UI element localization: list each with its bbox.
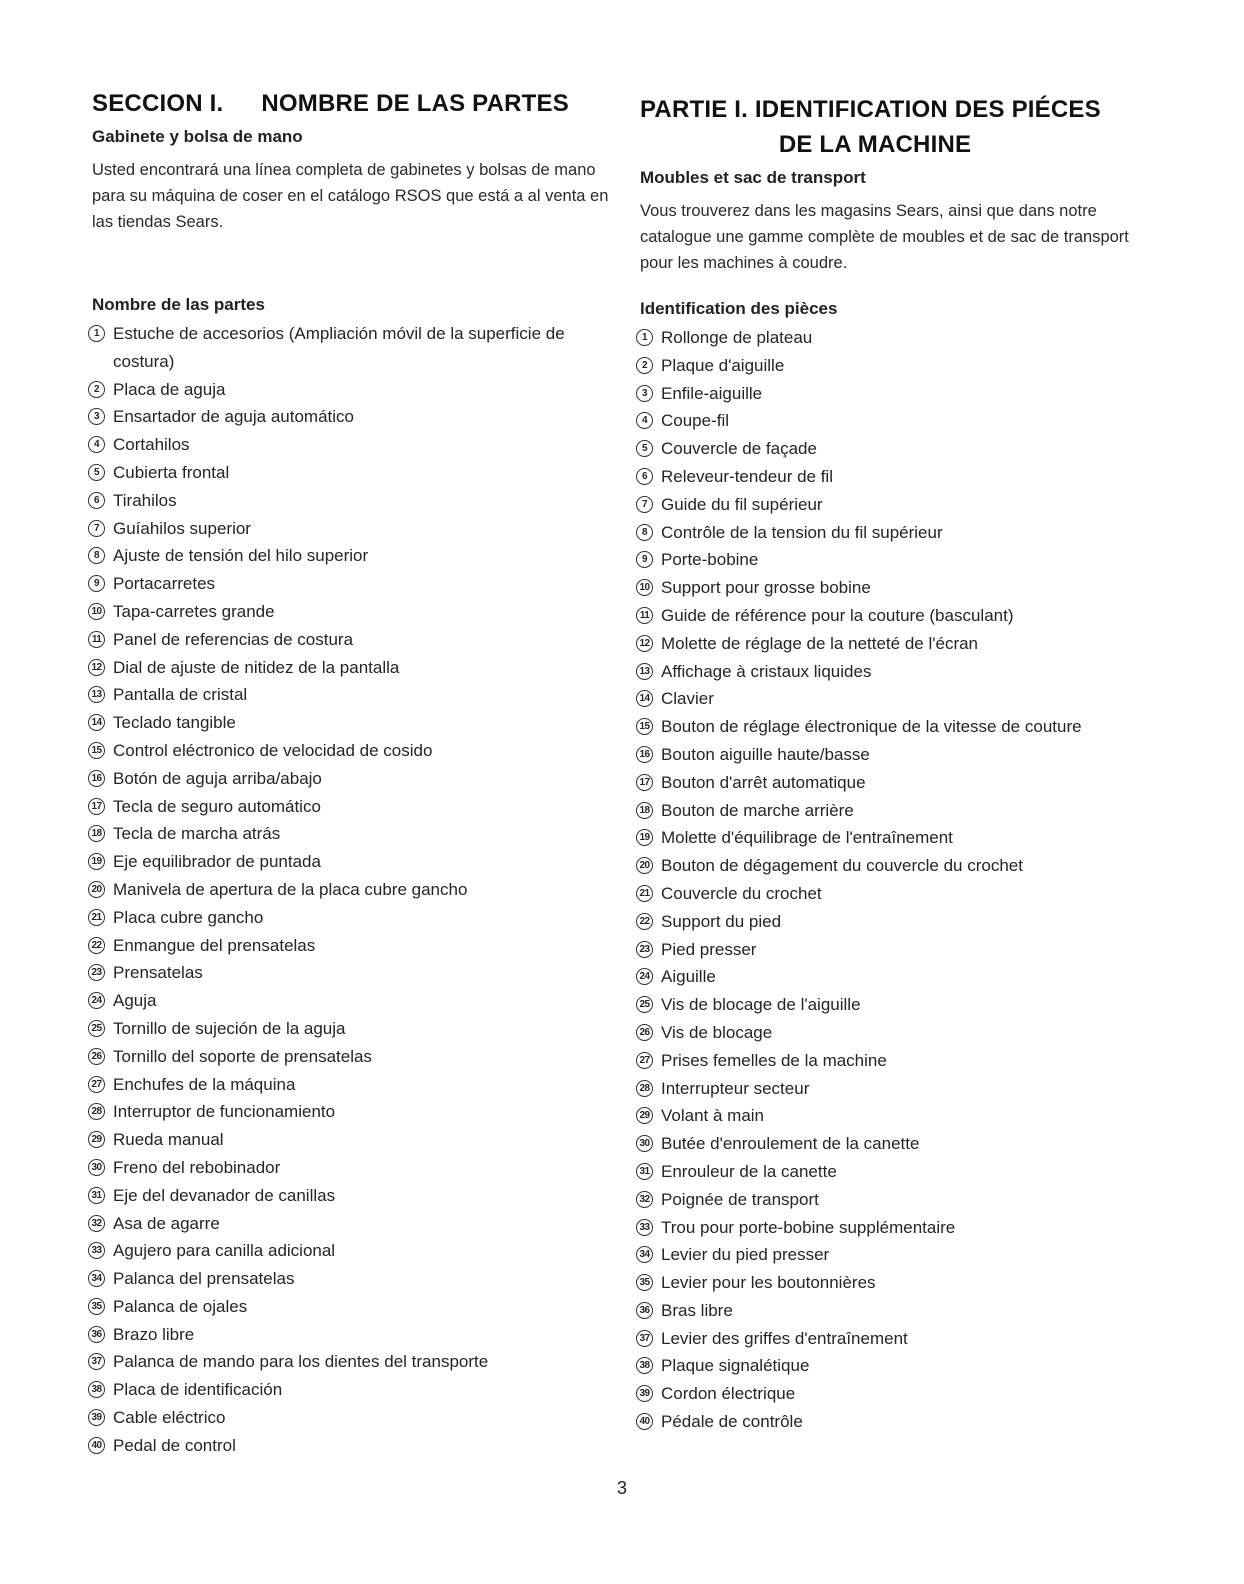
part-item [636,963,1176,991]
part-label: Levier du pied presser [661,1245,830,1265]
part-label: Guide du fil supérieur [661,494,823,514]
part-label: Aguja [113,991,157,1011]
circled-number: 11 [636,607,653,624]
part-label: Vis de blocage de l'aiguille [661,995,861,1015]
circled-number: 27 [636,1052,653,1069]
circled-number: 3 [88,408,105,425]
spanish-parts-heading: Nombre de las partes [92,295,265,314]
part-label: Palanca del prensatelas [113,1269,295,1289]
circled-number: 16 [636,746,653,763]
part-label: Aiguille [661,967,716,987]
circled-number: 36 [636,1302,653,1319]
part-label: Volant à main [661,1106,765,1126]
part-label: Coupe-fil [661,411,730,431]
circled-number: 18 [636,802,653,819]
part-item [636,324,1176,352]
part-label: Dial de ajuste de nitidez de la pantalla [113,657,400,677]
part-label: Plaque signalétique [661,1356,810,1376]
part-item [88,1182,608,1210]
part-item [636,1019,1176,1047]
part-item [88,1432,608,1460]
spanish-cabinet-text: Usted encontrará una línea completa de gabinetes y bolsas de mano para su máquina de coser en el catálogo RSOS que está a al venta en las tiendas Sears. [92,161,609,231]
circled-number: 23 [88,964,105,981]
circled-number: 13 [636,663,653,680]
part-label: Freno del rebobinador [113,1157,281,1177]
part-item [636,1297,1176,1325]
part-item [636,1130,1176,1158]
circled-number: 1 [636,329,653,346]
part-item [636,1380,1176,1408]
part-item [636,1325,1176,1353]
part-item [88,459,608,487]
part-item [88,1293,608,1321]
part-item [636,574,1176,602]
circled-number: 8 [636,524,653,541]
part-label: Trou pour porte-bobine supplémentaire [661,1217,956,1237]
part-item [88,765,608,793]
part-item [636,1102,1176,1130]
part-item [636,852,1176,880]
part-item [636,352,1176,380]
circled-number: 2 [88,381,105,398]
circled-number: 7 [636,496,653,513]
circled-number: 6 [88,492,105,509]
part-label: Contrôle de la tension du fil supérieur [661,522,943,542]
part-item [88,737,608,765]
part-label: Levier pour les boutonnières [661,1273,876,1293]
circled-number: 11 [88,631,105,648]
circled-number: 29 [88,1131,105,1148]
part-item [88,1210,608,1238]
part-label: Pantalla de cristal [113,685,248,705]
part-label: Bras libre [661,1300,733,1320]
part-label: Guíahilos superior [113,518,251,538]
part-item [88,1321,608,1349]
part-label: Levier des griffes d'entraînement [661,1328,908,1348]
part-label: Eje equilibrador de puntada [113,852,321,872]
part-label: Guide de référence pour la couture (basculant) [661,605,1014,625]
part-label: Manivela de apertura de la placa cubre gancho [113,879,468,899]
part-label: Pédale de contrôle [661,1412,803,1432]
spanish-cabinet-heading: Gabinete y bolsa de mano [92,127,303,146]
part-item [88,1015,608,1043]
french-section-title-line2: DE LA MACHINE [778,131,972,158]
part-item [636,1186,1176,1214]
spanish-section-title [92,90,569,118]
circled-number: 35 [88,1298,105,1315]
part-label: Placa de aguja [113,379,226,399]
part-item [636,658,1176,686]
part-item [636,908,1176,936]
circled-number: 5 [88,464,105,481]
circled-number: 29 [636,1107,653,1124]
part-label: Tapa-carretes grande [113,601,275,621]
part-label: Ajuste de tensión del hilo superior [113,546,369,566]
circled-number: 40 [636,1413,653,1430]
part-item [636,407,1176,435]
part-label: Estuche de accesorios (Ampliación móvil de la superficie de costura) [113,324,565,371]
part-item [636,741,1176,769]
circled-number: 23 [636,941,653,958]
part-item [88,1404,608,1432]
circled-number: 22 [88,937,105,954]
circled-number: 6 [636,468,653,485]
part-item [88,1348,608,1376]
circled-number: 13 [88,686,105,703]
part-label: Support du pied [661,911,782,931]
part-item [88,848,608,876]
circled-number: 25 [88,1020,105,1037]
part-label: Palanca de mando para los dientes del transporte [113,1352,489,1372]
part-label: Tornillo del soporte de prensatelas [113,1046,372,1066]
part-label: Pedal de control [113,1435,236,1455]
circled-number: 19 [88,853,105,870]
part-label: Cordon électrique [661,1384,796,1404]
part-label: Enfile-aiguille [661,383,763,403]
part-item [88,681,608,709]
part-item [88,376,608,404]
part-label: Molette de réglage de la netteté de l'écran [661,633,979,653]
part-label: Agujero para canilla adicional [113,1241,336,1261]
part-item [636,880,1176,908]
circled-number: 31 [88,1187,105,1204]
circled-number: 38 [88,1381,105,1398]
part-label: Tecla de seguro automático [113,796,321,816]
circled-number: 4 [636,412,653,429]
circled-number: 21 [88,909,105,926]
part-item [636,546,1176,574]
part-label: Placa cubre gancho [113,907,264,927]
part-label: Portacarretes [113,574,216,594]
circled-number: 33 [636,1219,653,1236]
part-item [636,1075,1176,1103]
part-label: Interruptor de funcionamiento [113,1102,336,1122]
part-item [636,824,1176,852]
circled-number: 35 [636,1274,653,1291]
french-parts-heading: Identification des pièces [640,299,838,318]
circled-number: 37 [636,1330,653,1347]
part-label: Teclado tangible [113,713,236,733]
circled-number: 14 [636,690,653,707]
part-label: Ensartador de aguja automático [113,407,354,427]
circled-number: 32 [636,1191,653,1208]
part-item [88,959,608,987]
part-item [636,685,1176,713]
part-item [636,519,1176,547]
part-label: Support pour grosse bobine [661,578,871,598]
circled-number: 1 [88,325,105,342]
circled-number: 3 [636,385,653,402]
circled-number: 2 [636,357,653,374]
part-item [636,1047,1176,1075]
part-item [636,991,1176,1019]
circled-number: 34 [636,1246,653,1263]
part-label: Prensatelas [113,963,203,983]
part-item [636,602,1176,630]
part-item [636,380,1176,408]
part-label: Palanca de ojales [113,1296,248,1316]
circled-number: 33 [88,1242,105,1259]
circled-number: 20 [88,881,105,898]
circled-number: 9 [88,575,105,592]
circled-number: 28 [88,1103,105,1120]
part-item [88,542,608,570]
part-item [88,1376,608,1404]
part-item [88,1071,608,1099]
part-label: Enchufes de la máquina [113,1074,296,1094]
part-label: Panel de referencias de costura [113,629,354,649]
part-label: Rollonge de plateau [661,328,813,347]
part-item [88,515,608,543]
part-label: Couvercle du crochet [661,883,822,903]
part-item [88,904,608,932]
part-label: Clavier [661,689,714,709]
circled-number: 12 [88,659,105,676]
circled-number: 8 [88,547,105,564]
part-item [636,1158,1176,1186]
part-label: Bouton de réglage électronique de la vitesse de couture [661,717,1082,737]
part-label: Releveur-tendeur de fil [661,466,833,486]
part-label: Enmangue del prensatelas [113,935,316,955]
part-item [88,598,608,626]
part-item [636,1241,1176,1269]
part-label: Tecla de marcha atrás [113,824,281,844]
part-item [636,713,1176,741]
circled-number: 26 [636,1024,653,1041]
part-label: Affichage à cristaux liquides [661,661,872,681]
part-item [636,769,1176,797]
part-item [88,1098,608,1126]
circled-number: 28 [636,1080,653,1097]
part-item [88,570,608,598]
part-label: Plaque d'aiguille [661,355,785,375]
part-label: Butée d'enroulement de la canette [661,1134,920,1154]
part-label: Bouton aiguille haute/basse [661,744,870,764]
part-item [636,630,1176,658]
part-item [88,320,608,376]
circled-number: 9 [636,551,653,568]
part-label: Cortahilos [113,435,190,455]
part-label: Molette d'équilibrage de l'entraînement [661,828,953,848]
part-item [88,1043,608,1071]
circled-number: 30 [636,1135,653,1152]
part-item [636,1352,1176,1380]
circled-number: 36 [88,1326,105,1343]
part-label: Cable eléctrico [113,1408,226,1428]
part-label: Pied presser [661,939,757,959]
part-item [636,1269,1176,1297]
part-label: Couvercle de façade [661,439,817,459]
part-label: Tornillo de sujeción de la aguja [113,1018,346,1038]
circled-number: 22 [636,913,653,930]
part-item [636,1214,1176,1242]
part-label: Bouton de dégagement du couvercle du crochet [661,856,1023,876]
part-item [636,797,1176,825]
part-item [88,1154,608,1182]
circled-number: 16 [88,770,105,787]
page-number: 3 [616,1478,627,1498]
circled-number: 26 [88,1048,105,1065]
part-item [88,876,608,904]
part-item [88,793,608,821]
circled-number: 30 [88,1159,105,1176]
part-label: Enrouleur de la canette [661,1161,837,1181]
part-item [88,1237,608,1265]
part-item [88,431,608,459]
circled-number: 10 [636,579,653,596]
french-section-title-line1: PARTIE I. IDENTIFICATION DES PIÉCES [640,96,1101,123]
circled-number: 10 [88,603,105,620]
part-label: Placa de identificación [113,1380,283,1400]
part-label: Eje del devanador de canillas [113,1185,336,1205]
part-item [88,932,608,960]
circled-number: 34 [88,1270,105,1287]
part-item [88,1126,608,1154]
part-item [88,487,608,515]
circled-number: 31 [636,1163,653,1180]
circled-number: 15 [88,742,105,759]
circled-number: 21 [636,885,653,902]
part-item [88,626,608,654]
part-label: Interrupteur secteur [661,1078,810,1098]
part-label: Control eléctronico de velocidad de cosido [113,740,433,760]
part-item [88,403,608,431]
circled-number: 14 [88,714,105,731]
circled-number: 27 [88,1076,105,1093]
circled-number: 15 [636,718,653,735]
circled-number: 5 [636,440,653,457]
circled-number: 39 [636,1385,653,1402]
french-cabinet-text: Vous trouverez dans les magasins Sears, ainsi que dans notre catalogue une gamme complète de moubles et de sac de transport pour les machines à coudre. [640,202,1129,272]
part-item [636,1408,1176,1436]
part-label: Botón de aguja arriba/abajo [113,768,322,788]
spanish-section-number: SECCION I. [92,90,224,117]
part-label: Tirahilos [113,490,177,510]
circled-number: 4 [88,436,105,453]
part-label: Asa de agarre [113,1213,220,1233]
part-label: Porte-bobine [661,550,759,570]
part-label: Prises femelles de la machine [661,1050,887,1070]
french-parts-list [636,324,1176,1436]
circled-number: 20 [636,857,653,874]
part-item [636,491,1176,519]
part-label: Poignée de transport [661,1189,819,1209]
circled-number: 17 [88,798,105,815]
circled-number: 24 [636,968,653,985]
spanish-section-name: NOMBRE DE LAS PARTES [261,90,569,117]
part-item [88,987,608,1015]
part-item [88,709,608,737]
circled-number: 37 [88,1353,105,1370]
circled-number: 19 [636,829,653,846]
part-item [636,435,1176,463]
part-label: Vis de blocage [661,1022,773,1042]
spanish-parts-list [88,320,608,1460]
part-item [636,463,1176,491]
circled-number: 7 [88,520,105,537]
part-label: Bouton d'arrêt automatique [661,772,866,792]
part-label: Bouton de marche arrière [661,800,854,820]
circled-number: 17 [636,774,653,791]
circled-number: 38 [636,1357,653,1374]
circled-number: 40 [88,1437,105,1454]
circled-number: 24 [88,992,105,1009]
circled-number: 12 [636,635,653,652]
part-item [636,936,1176,964]
part-label: Brazo libre [113,1324,195,1344]
part-item [88,654,608,682]
part-item [88,820,608,848]
circled-number: 39 [88,1409,105,1426]
french-section-title [640,92,1110,162]
part-label: Cubierta frontal [113,462,230,482]
circled-number: 18 [88,825,105,842]
circled-number: 32 [88,1215,105,1232]
part-label: Rueda manual [113,1130,224,1150]
circled-number: 25 [636,996,653,1013]
part-item [88,1265,608,1293]
french-cabinet-heading: Moubles et sac de transport [640,168,866,187]
